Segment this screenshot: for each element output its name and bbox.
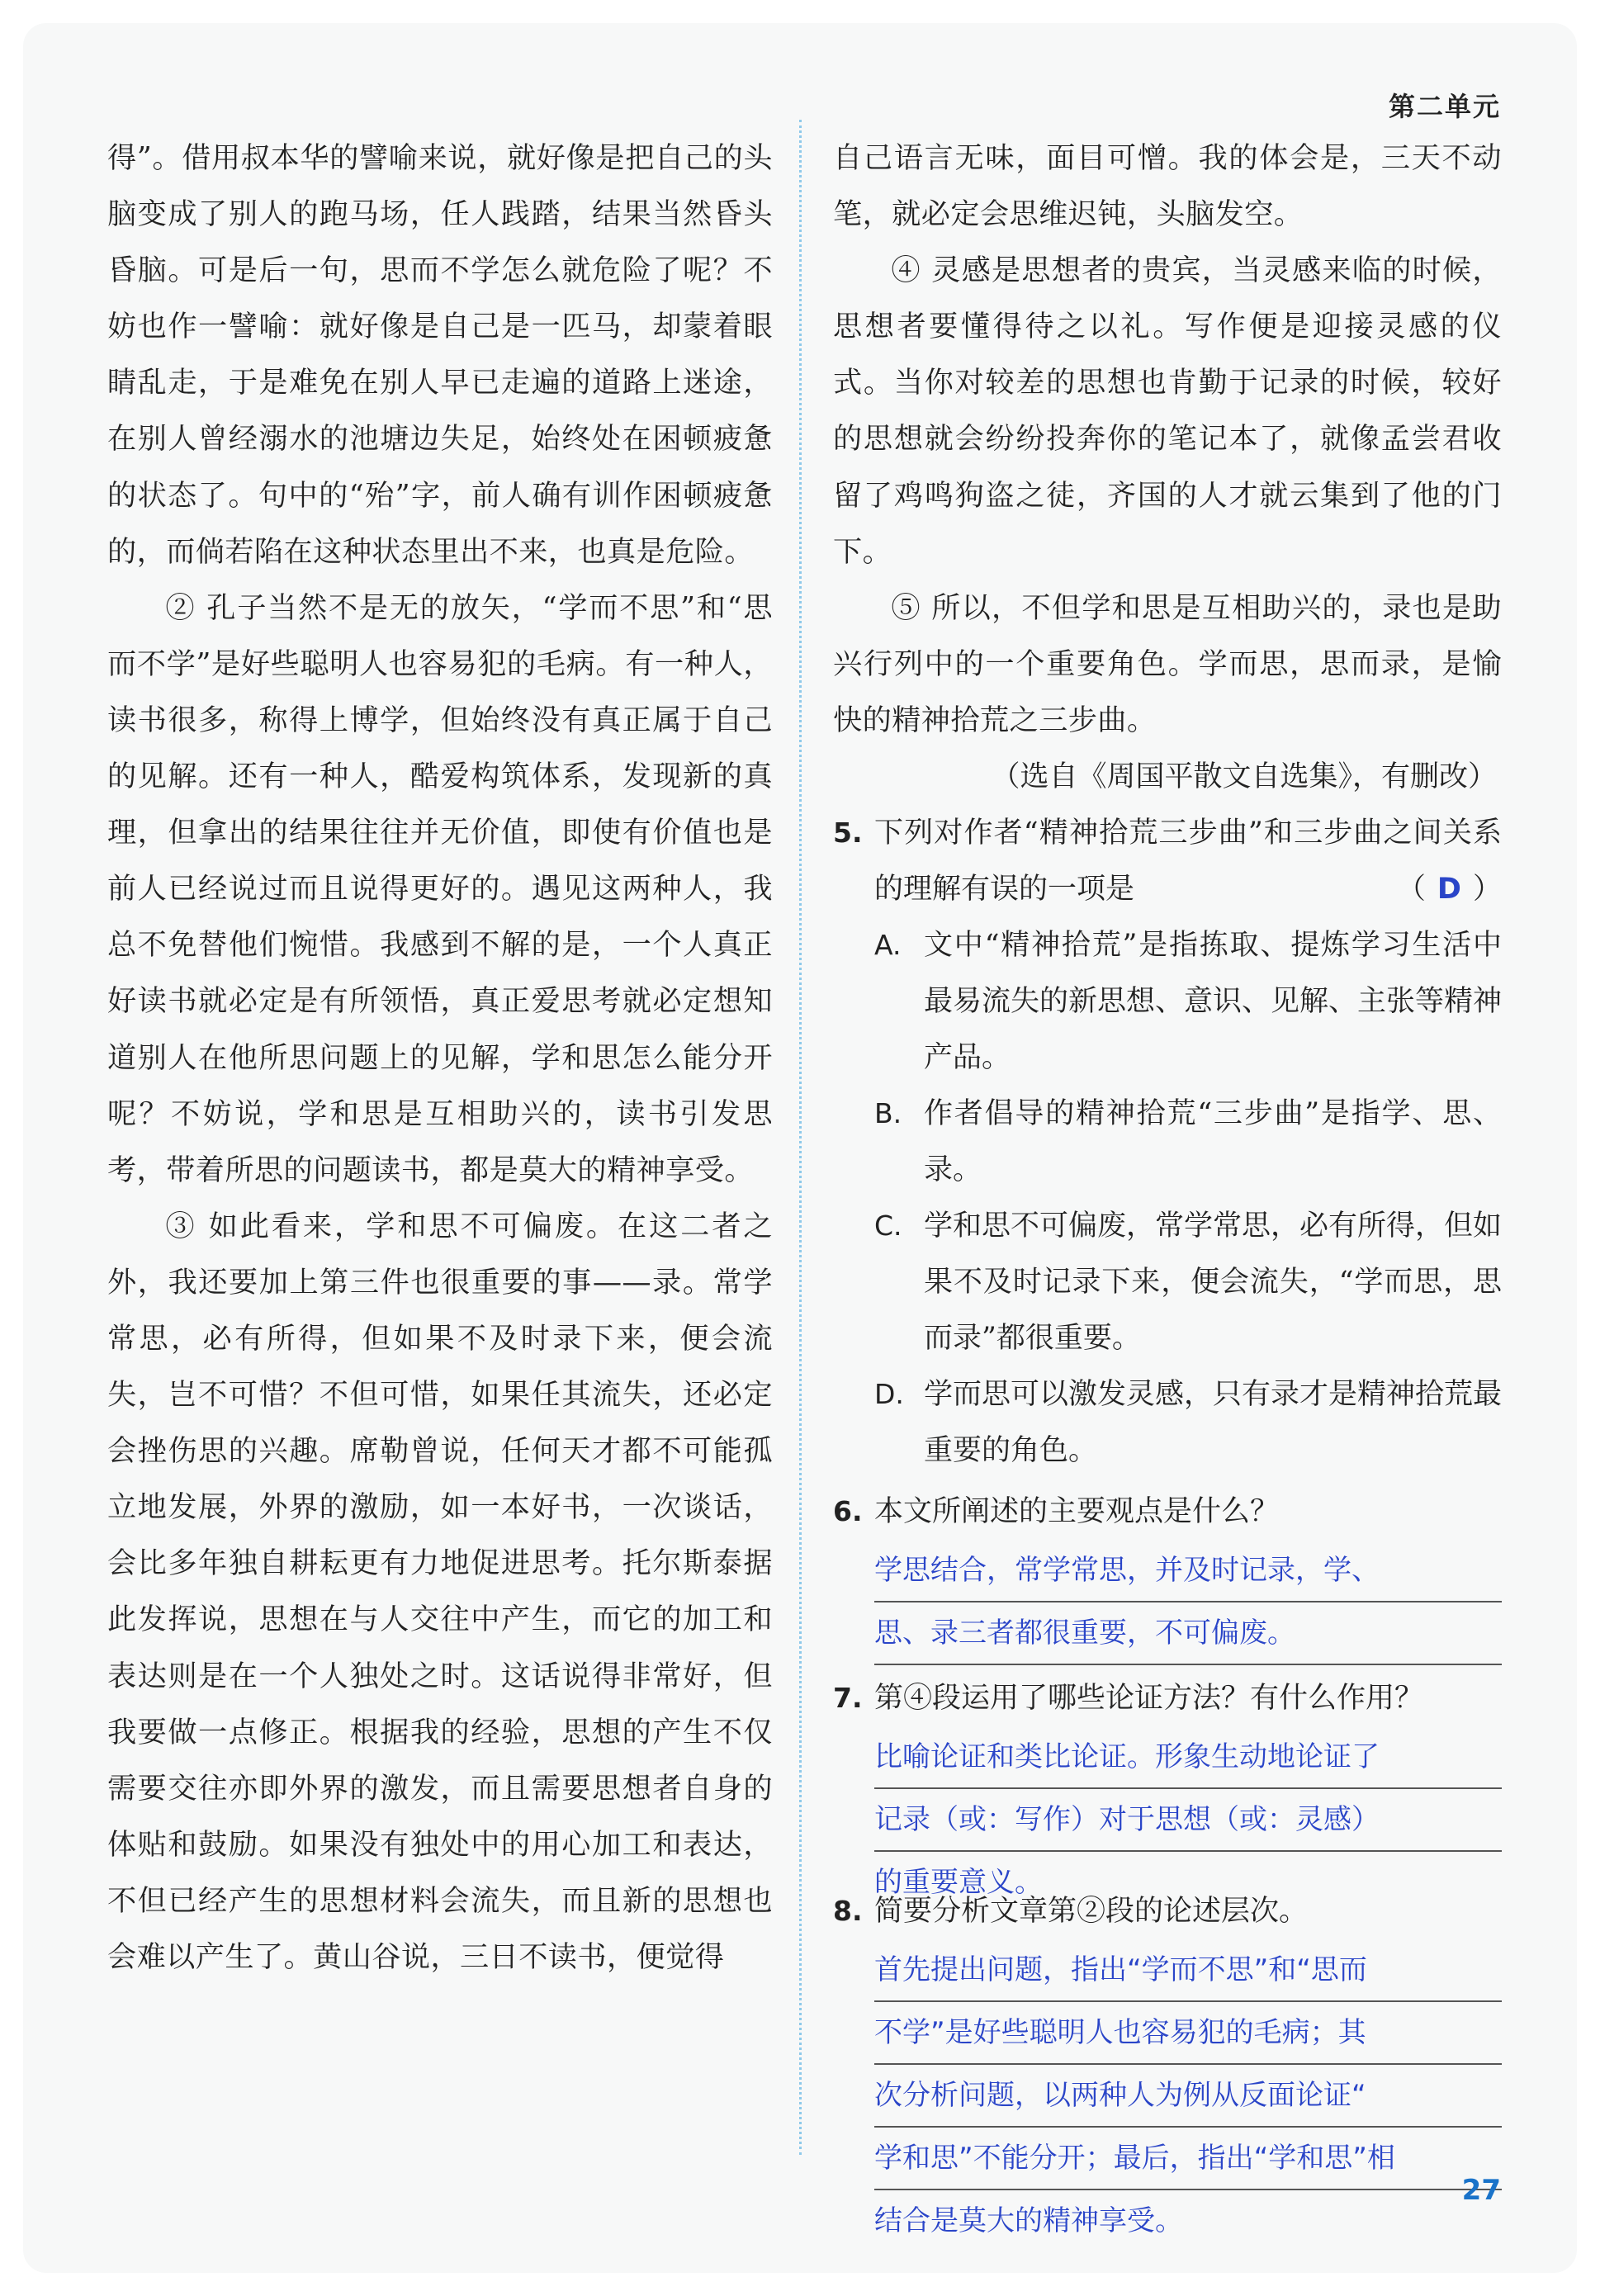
option-letter: C. — [874, 1210, 902, 1243]
option-letter: B. — [874, 1097, 902, 1130]
option-text: 文中“精神拾荒”是指拣取、提炼学习生活中最易流失的新思想、意识、见解、主张等精神产品。 — [924, 929, 1503, 1075]
passage-paragraph-3: ③ 如此看来，学和思不可偏废。在这二者之外，我还要加上第三件也很重要的事——录。常学常思，必有所得，但如果不及时录下来，便会流失，岂不可惜？不但可惜，如果任其流失，还必定会挫伤思的兴趣。席勒曾说，任何天才都不可能孤立地发展，外界的激励，如一本好书，一次谈话，会比多年独自耕耘更有力地促进思考。托尔斯泰据此发挥说，思想在与人交往中产生，而它的加工和表达则是在一个人独处之时。这话说得非常好，但我要做一点修正。根据我的经验，思想的产生不仅需要交往亦即外界的激发，而且需要思想者自身的体贴和鼓励。如果没有独处中的用心加工和表达，不但已经产生的思想材料会流失，而且新的思想也会难以产生了。黄山谷说，三日不读书，便觉得 — [107, 1209, 773, 1974]
answer-choice: D — [1437, 873, 1461, 907]
answer-line: 思、录三者都很重要，不可偏废。 — [874, 1602, 1502, 1665]
question-5 — [833, 805, 1502, 1479]
option-letter: D. — [874, 1378, 904, 1411]
question-number: 6. — [833, 1495, 863, 1528]
passage-paragraph-2: ② 孔子当然不是无的放矢，“学而不思”和“思而不学”是好些聪明人也容易犯的毛病。有一种人，读书很多，称得上博学，但始终没有真正属于自己的见解。还有一种人，酷爱构筑体系，发现新的真理，但拿出的结果往往并无价值，即使有价值也是前人已经说过而且说得更好的。遇见这两种人，我总不免替他们惋惜。我感到不解的是，一个人真正好读书就必定是有所领悟，真正爱思考就必定想知道别人在他所思问题上的见解，学和思怎么能分开呢？不妨说，学和思是互相助兴的，读书引发思考，带着所思的问题读书，都是莫大的精神享受。 — [107, 590, 773, 1187]
option-c — [874, 1198, 1502, 1366]
passage-paragraph-1-continued: 得”。借用叔本华的譬喻来说，就好像是把自己的头脑变成了别人的跑马场，任人践踏，结果当然昏头昏脑。可是后一句，思而不学怎么就危险了呢？不妨也作一譬喻：就好像是自己是一匹马，却蒙着眼睛乱走，于是难免在别人早已走遍的道路上迷途，在别人曾经溺水的池塘边失足，始终处在困顿疲惫的状态了。句中的“殆”字，前人确有训作困顿疲惫的，而倘若陷在这种状态里出不来，也真是危险。 — [107, 141, 773, 569]
option-text: 学和思不可偏废，常学常思，必有所得，但如果不及时记录下来，便会流失，“学而思，思而录”都很重要。 — [924, 1210, 1503, 1356]
answer-bracket: （ D ） — [1396, 873, 1502, 907]
option-letter: A. — [874, 929, 902, 962]
column-divider — [799, 120, 802, 2155]
question-stem: 简要分析文章第②段的论述层次。 — [874, 1895, 1309, 1929]
unit-label: 第二单元 — [1388, 91, 1501, 122]
option-b — [874, 1086, 1502, 1198]
right-column — [833, 130, 1502, 2251]
question-stem: 下列对作者“精神拾荒三步曲”和三步曲之间关系的理解有误的一项是 （ D ） — [874, 805, 1502, 917]
question-8 — [833, 1883, 1502, 2251]
question-stem: 第④段运用了哪些论证方法？有什么作用？ — [874, 1682, 1424, 1716]
answer-line: 次分析问题，以两种人为例从反面论证“ — [874, 2065, 1502, 2128]
question-stem: 本文所阐述的主要观点是什么？ — [874, 1495, 1280, 1529]
answer-line: 的重要意义。 — [874, 1866, 1043, 1900]
passage-source: （选自《周国平散文自选集》，有删改） — [991, 760, 1497, 794]
passage-paragraph-3-continued: 自己语言无味，面目可憎。我的体会是，三天不动笔，就必定会思维迟钝，头脑发空。 — [833, 141, 1502, 232]
question-6 — [833, 1484, 1502, 1665]
question-7 — [833, 1670, 1502, 1900]
passage-paragraph-5: ⑤ 所以，不但学和思是互相助兴的，录也是助兴行列中的一个重要角色。学而思，思而录，是愉快的精神拾荒之三步曲。 — [833, 590, 1502, 737]
answer-line: 学思结合，常学常思，并及时记录，学、 — [874, 1540, 1502, 1602]
passage-paragraph-4: ④ 灵感是思想者的贵宾，当灵感来临的时候，思想者要懂得待之以礼。写作便是迎接灵感的仪式。当你对较差的思想也肯勤于记录的时候，较好的思想就会纷纷投奔你的笔记本了，就像孟尝君收留了鸡鸣狗盗之徒，齐国的人才就云集到了他的门下。 — [833, 253, 1502, 569]
answer-line: 记录（或：写作）对于思想（或：灵感） — [874, 1789, 1502, 1852]
left-column — [107, 130, 773, 1986]
page-number: 27 — [1461, 2174, 1501, 2207]
question-number: 5. — [833, 817, 863, 850]
question-number: 8. — [833, 1895, 863, 1928]
option-a — [874, 917, 1502, 1086]
answer-line: 不学”是好些聪明人也容易犯的毛病；其 — [874, 2002, 1502, 2065]
answer-line: 学和思”不能分开；最后，指出“学和思”相 — [874, 2128, 1502, 2190]
answer-line: 首先提出问题，指出“学而不思”和“思而 — [874, 1939, 1502, 2002]
option-text: 学而思可以激发灵感，只有录才是精神拾荒最重要的角色。 — [924, 1378, 1503, 1468]
answer-line: 比喻论证和类比论证。形象生动地论证了 — [874, 1726, 1502, 1789]
question-number: 7. — [833, 1682, 863, 1715]
answer-line: 结合是莫大的精神享受。 — [874, 2204, 1183, 2238]
option-text: 作者倡导的精神拾荒“三步曲”是指学、思、录。 — [924, 1097, 1502, 1187]
option-d — [874, 1366, 1502, 1479]
